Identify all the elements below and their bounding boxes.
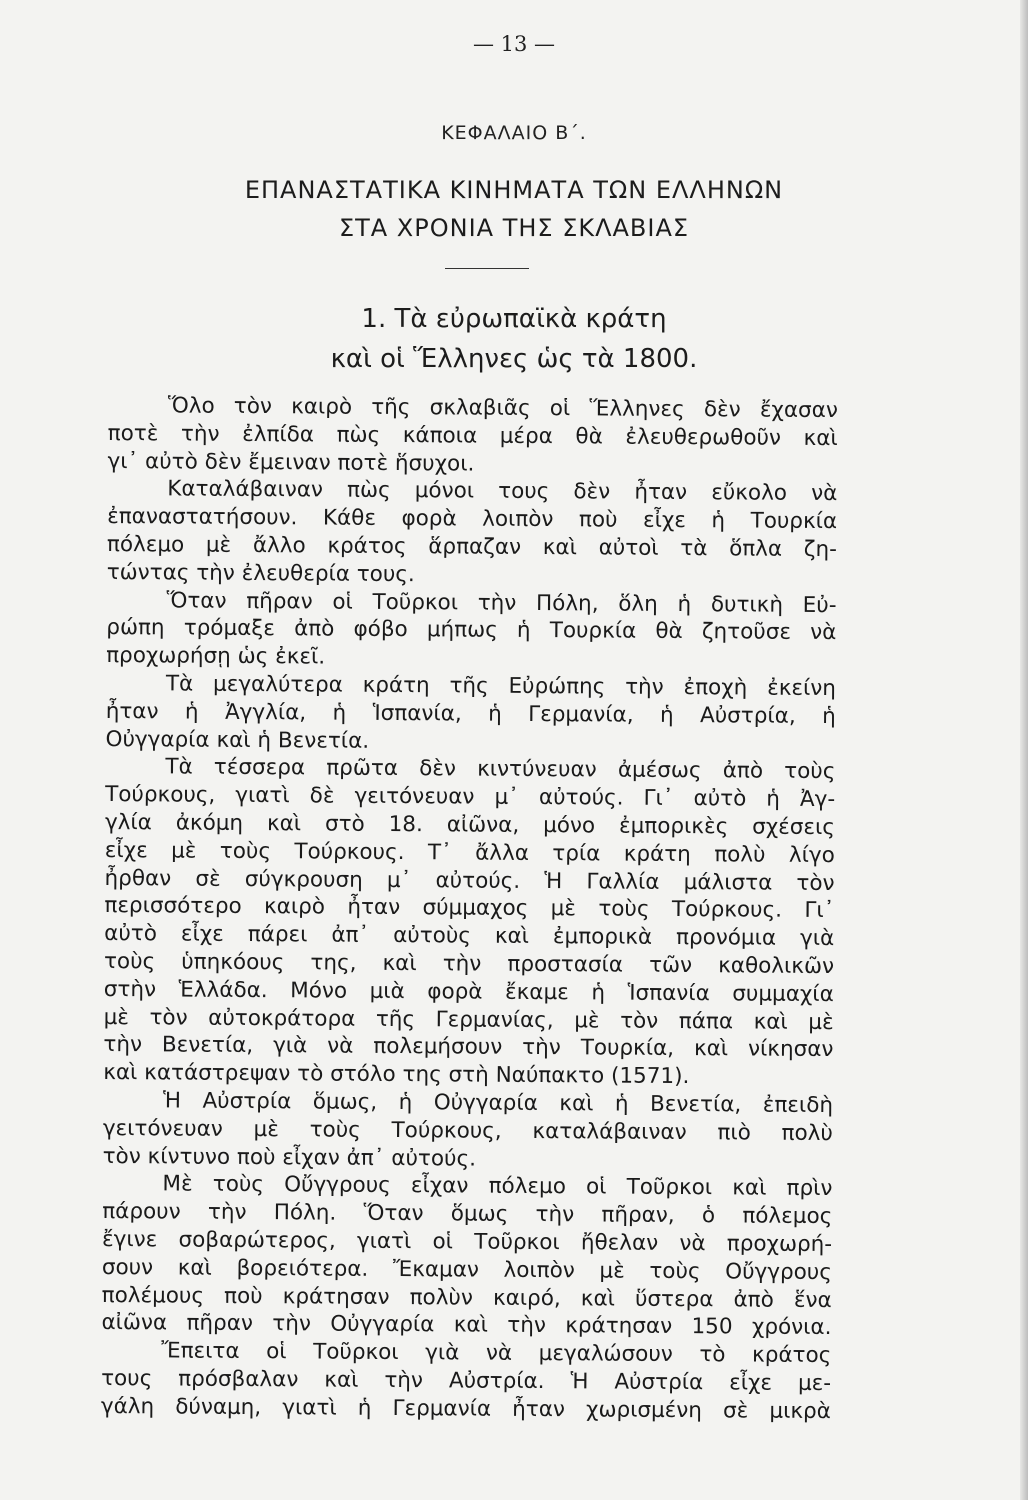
body-line: ποτὲ τὴν ἐλπίδα πὼς κάποια μέρα θὰ ἐλευθερωθοῦν καὶ [107,420,838,451]
chapter-title-line-2: ΣΤΑ ΧΡΟΝΙΑ ΤΗΣ ΣΚΛΑΒΙΑΣ [338,214,690,242]
body-line: γειτόνευαν μὲ τοὺς Τούρκους, καταλάβαιναν πιὸ πολὺ [102,1115,833,1146]
body-line: ἐπαναστατήσουν. Κάθε φορὰ λοιπὸν ποὺ εἶχε ἡ Τουρκία [107,504,838,535]
body-line: ἦρθαν σὲ σύγκρουση μ᾿ αὐτούς. Ἡ Γαλλία μάλιστα τὸν [104,865,835,896]
body-line: περισσότερο καιρὸ ἦταν σύμμαχος μὲ τοὺς Τούρκους. Γι᾿ [104,893,835,924]
body-text [101,392,838,1426]
body-line: γάλη δύναμη, γιατὶ ἡ Γερμανία ἦταν χωρισμένη σὲ μικρὰ [100,1393,831,1424]
body-line: Καταλάβαιναν πὼς μόνοι τους δὲν ἦταν εὔκολο νὰ [167,476,838,507]
title-divider [445,268,529,269]
body-line: γλία ἀκόμη καὶ στὸ 18. αἰῶνα, μόνο ἐμπορικὲς σχέσεις [104,809,836,841]
body-line: σουν καὶ βορειότερα. Ἔκαμαν λοιπὸν μὲ τοὺς Οὔγγρους [101,1254,832,1285]
body-line: πολέμους ποὺ κράτησαν πολὺν καιρό, καὶ ὕστερα ἀπὸ ἕνα [101,1282,832,1313]
body-line: τους πρόσβαλαν καὶ τὴν Αὐστρία. Ἡ Αὐστρία εἶχε με- [101,1365,832,1396]
body-line: Μὲ τοὺς Οὔγγρους εἶχαν πόλεμο οἱ Τοῦρκοι καὶ πρὶν [162,1171,833,1202]
body-line: προχωρήσῃ ὡς ἐκεῖ. [106,643,326,670]
body-line: Τὰ μεγαλύτερα κράτη τῆς Εὐρώπης τὴν ἐποχὴ ἐκείνη [165,671,837,702]
body-line: τώντας τὴν ἐλευθερία τους. [106,559,415,587]
body-line: εἶχε μὲ τοὺς Τούρκους. Τ᾿ ἄλλα τρία κράτη πολὺ λίγο [104,837,835,868]
chapter-label: ΚΕΦΑΛΑΙΟ Β΄. [441,122,587,144]
body-line: Οὐγγαρία καὶ ἡ Βενετία. [105,726,370,754]
body-line: Τὰ τέσσερα πρῶτα δὲν κιντύνευαν ἀμέσως ἀπὸ τοὺς [165,754,836,785]
body-line: Τούρκους, γιατὶ δὲ γειτόνευαν μ᾿ αὐτούς. Γι᾿ αὐτὸ ἡ Ἀγ- [105,782,836,813]
body-line: Ἔπειτα οἱ Τοῦρκοι γιὰ νὰ μεγαλώσουν τὸ κράτος [161,1338,832,1369]
body-line: στὴν Ἑλλάδα. Μόνο μιὰ φορὰ ἔκαμε ἡ Ἱσπανία συμμαχία [103,976,834,1007]
body-line: ρώπη τρόμαξε ἀπὸ φόβο μήπως ἡ Τουρκία θὰ ζητοῦσε νὰ [106,615,837,646]
chapter-title-line-1: ΕΠΑΝΑΣΤΑΤΙΚΑ ΚΙΝΗΜΑΤΑ ΤΩΝ ΕΛΛΗΝΩΝ [244,176,784,204]
body-line: ἦταν ἡ Ἀγγλία, ἡ Ἱσπανία, ἡ Γερμανία, ἡ Αὐστρία, ἡ [105,698,836,729]
body-line: Ὅταν πῆραν οἱ Τοῦρκοι τὴν Πόλη, ὅλη ἡ δυτικὴ Εὐ- [166,587,837,618]
body-line: ἔγινε σοβαρώτερος, γιατὶ οἱ Τοῦρκοι ἤθελαν νὰ προχωρή- [101,1226,833,1257]
body-line: αἰῶνα πῆραν τὴν Οὐγγαρία καὶ τὴν κράτησαν 150 χρόνια. [101,1310,832,1341]
body-line: γι᾿ αὐτὸ δὲν ἔμειναν ποτὲ ἥσυχοι. [107,448,475,477]
body-line: τὸν κίντυνο ποὺ εἶχαν ἀπ᾿ αὐτούς. [102,1143,477,1172]
body-line: πάρουν τὴν Πόλη. Ὅταν ὅμως τὴν πῆραν, ὁ πόλεμος [102,1199,833,1230]
body-line: τοὺς ὑπηκόους της, καὶ τὴν προστασία τῶν καθολικῶν [103,948,835,980]
body-line: πόλεμο μὲ ἄλλο κράτος ἅρπαζαν καὶ αὐτοὶ τὰ ὅπλα ζη- [106,531,838,563]
page-number: — 13 — [472,32,556,56]
section-title-line-2: καὶ οἱ Ἕλληνες ὡς τὰ 1800. [330,344,698,374]
body-line: καὶ κατάστρεψαν τὸ στόλο της στὴ Ναύπακτο (1571). [103,1060,690,1090]
body-line: τὴν Βενετία, γιὰ νὰ πολεμήσουν τὴν Τουρκία, καὶ νίκησαν [103,1032,834,1063]
body-line: μὲ τὸν αὐτοκράτορα τῆς Γερμανίας, μὲ τὸν πάπα καὶ μὲ [103,1004,834,1035]
body-line: Ἡ Αὐστρία ὅμως, ἡ Οὐγγαρία καὶ ἡ Βενετία, ἐπειδὴ [162,1088,834,1119]
body-line: αὐτὸ εἶχε πάρει ἀπ᾿ αὐτοὺς καὶ ἐμπορικὰ προνόμια γιὰ [104,921,835,952]
body-line: Ὅλο τὸν καιρὸ τῆς σκλαβιᾶς οἱ Ἕλληνες δὲν ἔχασαν [167,393,838,424]
section-title-line-1: 1. Τὰ εὐρωπαϊκὰ κράτη [361,304,667,334]
